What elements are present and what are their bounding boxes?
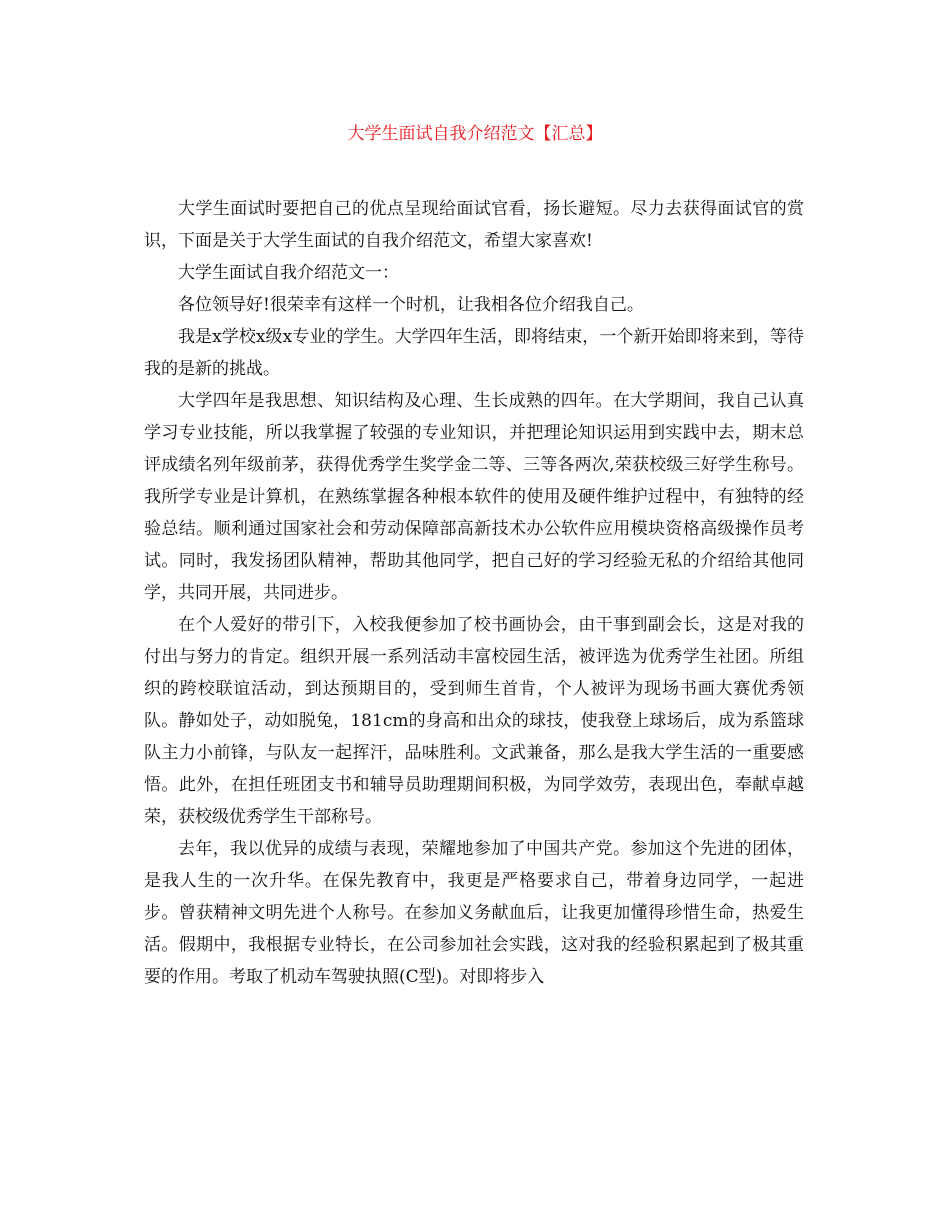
paragraph-identity: 我是x学校x级x专业的学生。大学四年生活，即将结束，一个新开始即将来到，等待我的是新的挑战。 [144,327,804,379]
paragraph-study: 大学四年是我思想、知识结构及心理、生长成熟的四年。在大学期间，我自己认真学习专业技能，所以我掌握了较强的专业知识，并把理论知识运用到实践中去，期末总评成绩名列年级前茅，获得优秀学生奖学金二等、三等各两次,荣获校级三好学生称号。我所学专业是计算机，在熟练掌握各种根本软件的使用及硬件维护过程中，有独特的经验总结。顺利通过国家社会和劳动保障部高新技术办公软件应用模块资格高级操作员考试。同时，我发扬团队精神，帮助其他同学，把自己好的学习经验无私的介绍给其他同学，共同开展，共同进步。 [144,391,804,603]
paragraph-heading-sample-one: 大学生面试自我介绍范文一： [178,263,399,283]
paragraph-party: 去年，我以优异的成绩与表现，荣耀地参加了中国共产党。参加这个先进的团体，是我人生的一次升华。在保先教育中，我更是严格要求自己，带着身边同学，一起进步。曾获精神文明先进个人称号。在参加义务献血后，让我更加懂得珍惜生命，热爱生活。假期中，我根据专业特长，在公司参加社会实践，这对我的经验积累起到了极其重要的作用。考取了机动车驾驶执照(C型)。对即将步入 [144,839,804,987]
document-title: 大学生面试自我介绍范文【汇总】 [347,124,603,144]
paragraph-intro: 大学生面试时要把自己的优点呈现给面试官看，扬长避短。尽力去获得面试官的赏识，下面是关于大学生面试的自我介绍范文，希望大家喜欢! [144,199,804,251]
paragraph-hobbies: 在个人爱好的带引下，入校我便参加了校书画协会，由干事到副会长，这是对我的付出与努力的肯定。组织开展一系列活动丰富校园生活，被评选为优秀学生社团。所组织的跨校联谊活动，到达预期目的，受到师生首肯，个人被评为现场书画大赛优秀领队。静如处子，动如脱兔，181cm的身高和出众的球技，使我登上球场后，成为系篮球队主力小前锋，与队友一起挥汗，品味胜利。文武兼备，那么是我大学生活的一重要感悟。此外，在担任班团支书和辅导员助理期间积极，为同学效劳，表现出色，奉献卓越荣，获校级优秀学生干部称号。 [144,615,804,827]
document-body [144,193,804,993]
paragraph-greeting: 各位领导好!很荣幸有这样一个时机，让我相各位介绍我自己。 [178,295,644,315]
